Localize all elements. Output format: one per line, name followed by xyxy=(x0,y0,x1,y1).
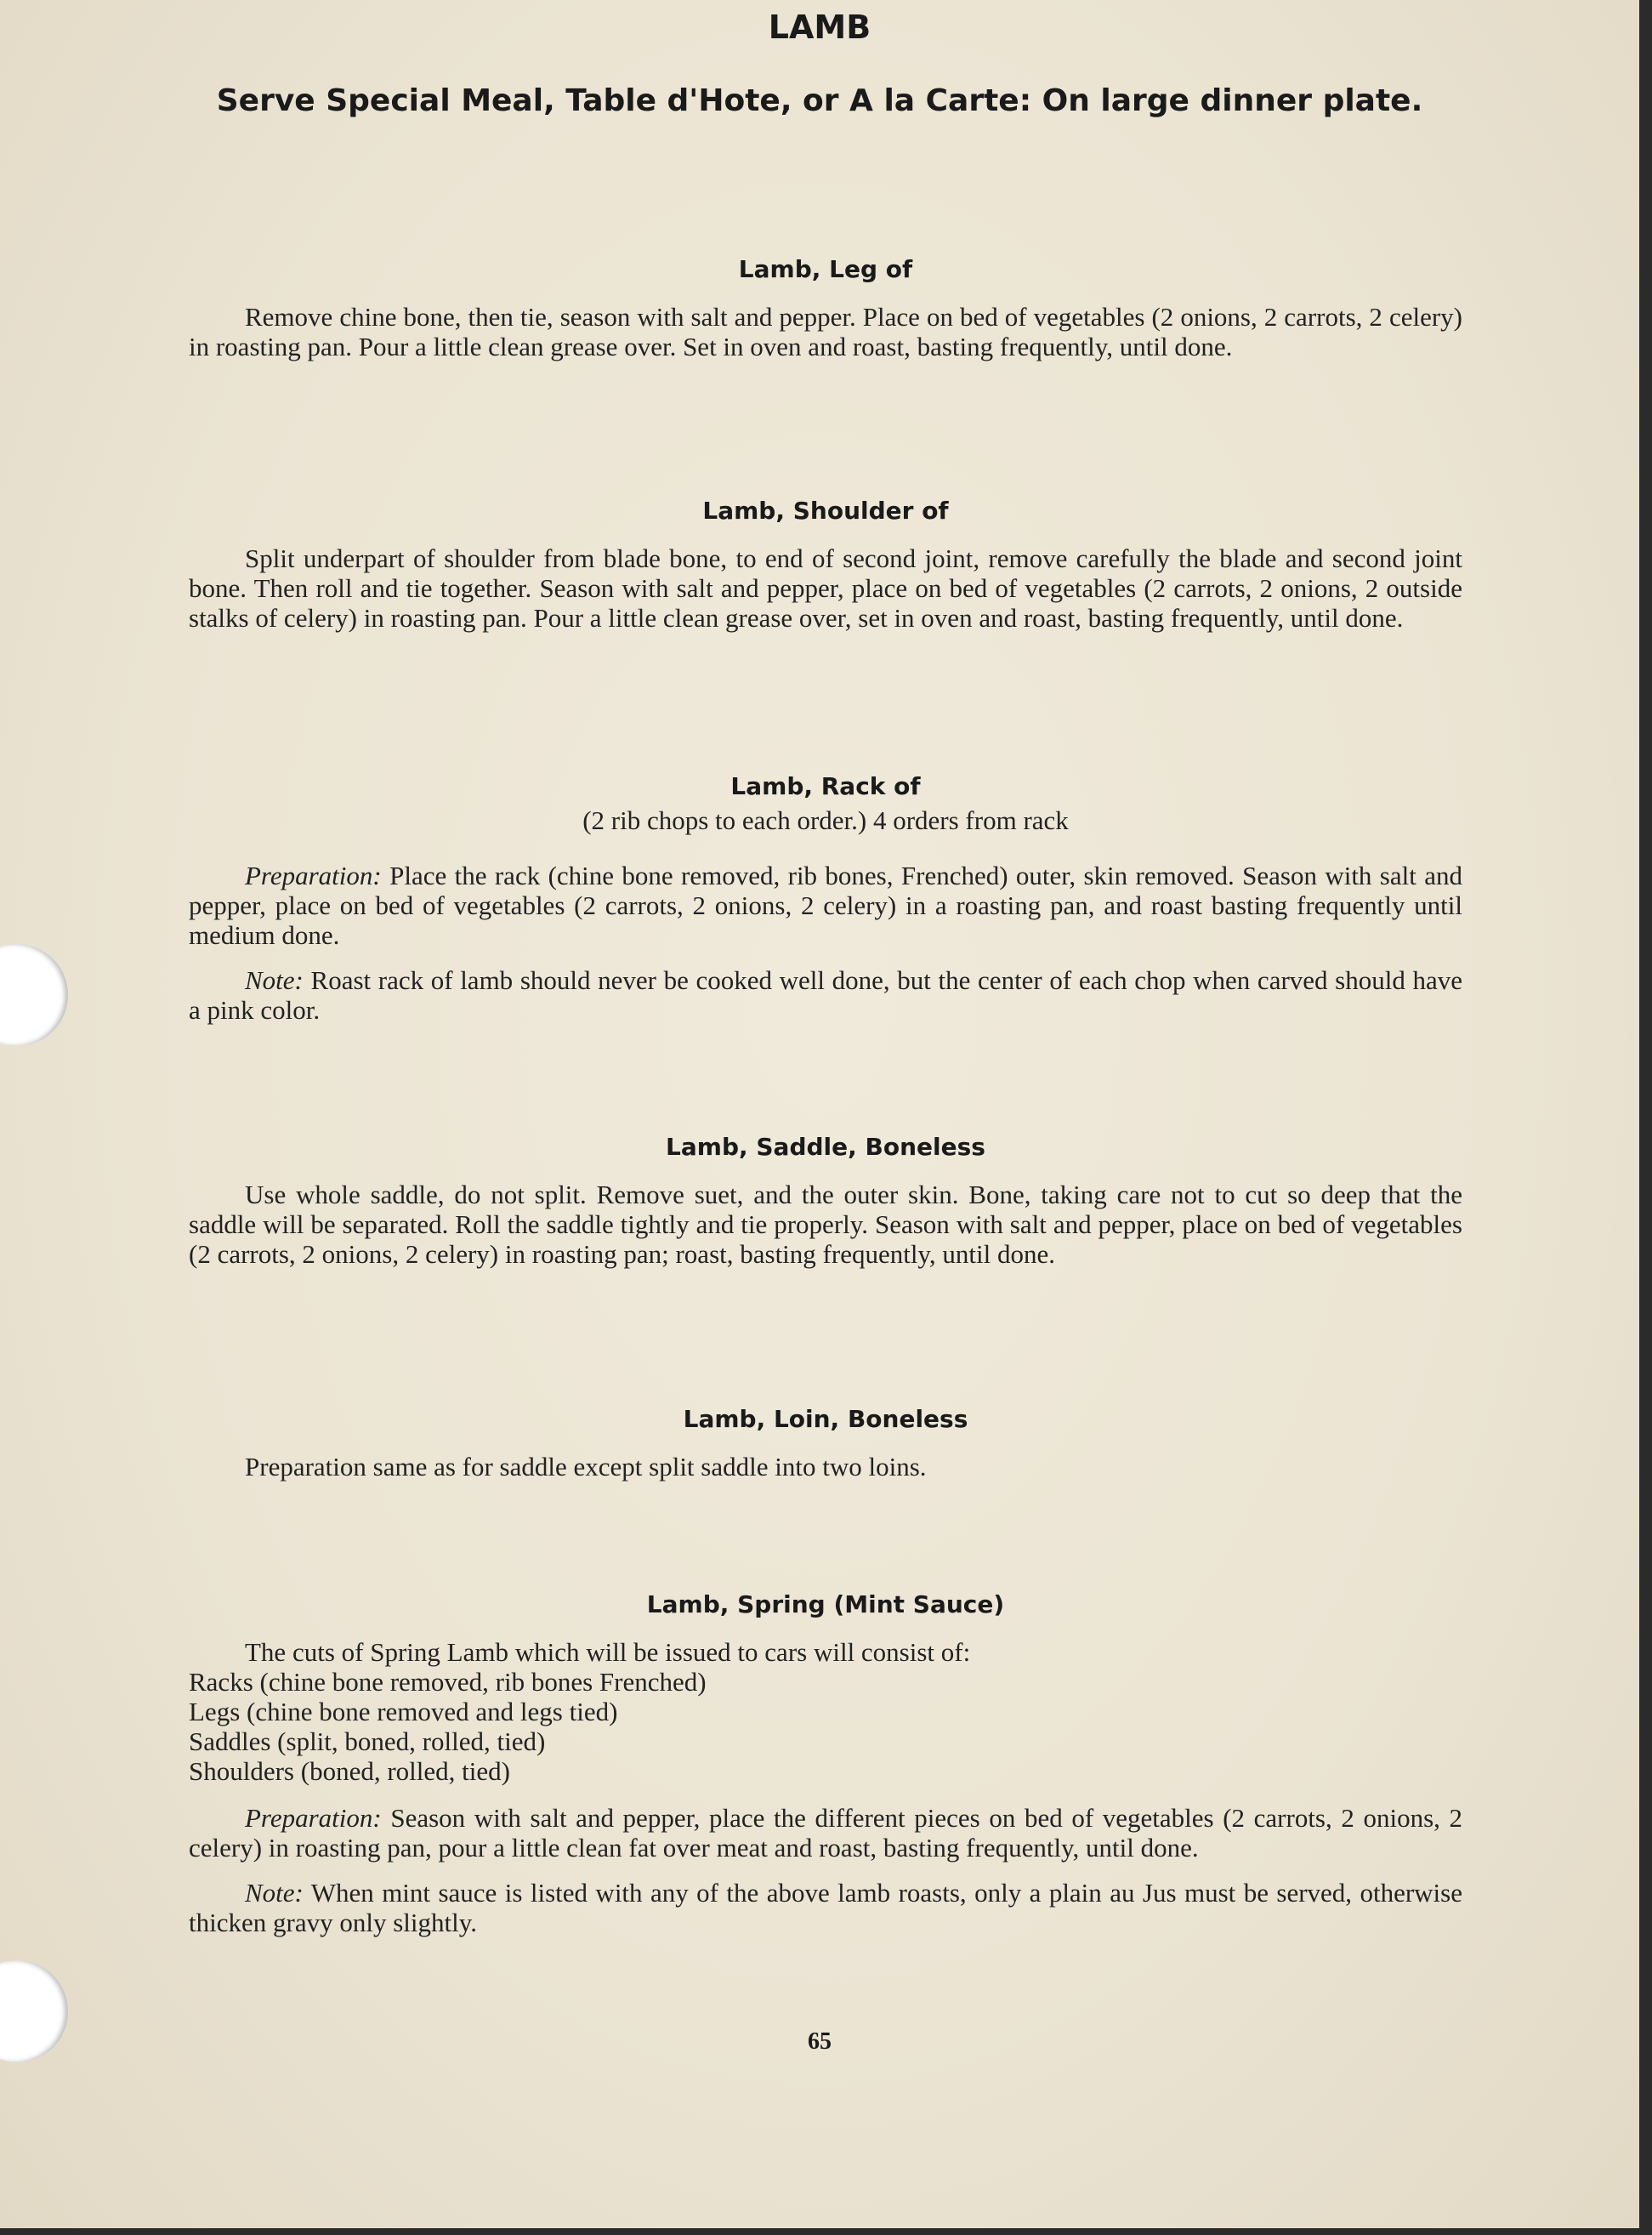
section-heading: Lamb, Saddle, Boneless xyxy=(666,1133,985,1161)
note-label: Note: xyxy=(245,1878,304,1908)
page-title: LAMB xyxy=(768,9,871,46)
list-item: Legs (chine bone removed and legs tied) xyxy=(189,1697,618,1726)
section-preparation xyxy=(189,861,1462,950)
section-loin xyxy=(189,1405,1462,1497)
preparation-label: Preparation: xyxy=(245,1803,382,1833)
section-leg xyxy=(189,255,1462,377)
section-text: Split underpart of shoulder from blade bone, to end of second joint, remove carefully the blade and second joint bone. Then roll and tie together. Season with salt and pepper, place on bed of vegetables (2 carrots, 2 onions, 2 outside stalks of celery) in roasting pan. Pour a little clean grease over, set in oven and roast, basting frequently, until done. xyxy=(189,543,1462,633)
section-preparation xyxy=(189,1803,1462,1862)
page-number: 65 xyxy=(808,2028,832,2055)
section-note xyxy=(189,1878,1462,1937)
cuts-intro: The cuts of Spring Lamb which will be issued to cars will consist of: xyxy=(245,1637,971,1667)
section-heading: Lamb, Loin, Boneless xyxy=(683,1405,968,1433)
page-subtitle: Serve Special Meal, Table d'Hote, or A la Carte: On large dinner plate. xyxy=(216,83,1423,118)
section-text: Remove chine bone, then tie, season with salt and pepper. Place on bed of vegetables (2 onions, 2 carrots, 2 celery) in roasting pan. Pour a little clean grease over. Set in oven and roast, basting frequently, until done. xyxy=(189,302,1462,361)
preparation-label: Preparation: xyxy=(245,861,382,890)
note-text: When mint sauce is listed with any of the above lamb roasts, only a plain au Jus must be served, otherwise thicken gravy only slightly. xyxy=(189,1878,1462,1937)
section-heading: Lamb, Rack of xyxy=(730,772,921,800)
note-text: Roast rack of lamb should never be cooked well done, but the center of each chop when carved should have a pink color. xyxy=(189,965,1462,1025)
section-rack xyxy=(189,772,1462,1040)
list-item: Racks (chine bone removed, rib bones Frenched) xyxy=(189,1667,707,1697)
section-spring xyxy=(189,1590,1462,1953)
preparation-text: Place the rack (chine bone removed, rib bones, Frenched) outer, skin removed. Season with salt and pepper, place on bed of vegetables (2 carrots, 2 onions, 2 celery) in a roasting pan, and roast basting frequently until medium done. xyxy=(189,861,1462,950)
section-yield: (2 rib chops to each order.) 4 orders from rack xyxy=(582,805,1069,835)
section-heading: Lamb, Leg of xyxy=(738,255,913,283)
section-note xyxy=(189,965,1462,1025)
cuts-list xyxy=(189,1637,1462,1786)
section-text: Preparation same as for saddle except split saddle into two loins. xyxy=(245,1452,927,1481)
preparation-text: Season with salt and pepper, place the different pieces on bed of vegetables (2 carrots, 2 onions, 2 celery) in roasting pan, pour a little clean fat over meat and roast, basting frequently, until done. xyxy=(189,1803,1463,1862)
section-shoulder xyxy=(189,497,1462,648)
section-text: Use whole saddle, do not split. Remove suet, and the outer skin. Bone, taking care not to cut so deep that the saddle will be separated. Roll the saddle tightly and tie properly. Season with salt and pepper, place on bed of vegetables (2 carrots, 2 onions, 2 celery) in roasting pan; roast, basting frequently, until done. xyxy=(189,1180,1462,1269)
section-heading: Lamb, Spring (Mint Sauce) xyxy=(646,1590,1005,1618)
list-item: Saddles (split, boned, rolled, tied) xyxy=(189,1726,546,1756)
section-heading: Lamb, Shoulder of xyxy=(702,497,949,525)
binder-hole-top xyxy=(0,944,68,1046)
list-item: Shoulders (boned, rolled, tied) xyxy=(189,1756,510,1786)
note-label: Note: xyxy=(245,965,304,995)
section-saddle xyxy=(189,1133,1462,1284)
